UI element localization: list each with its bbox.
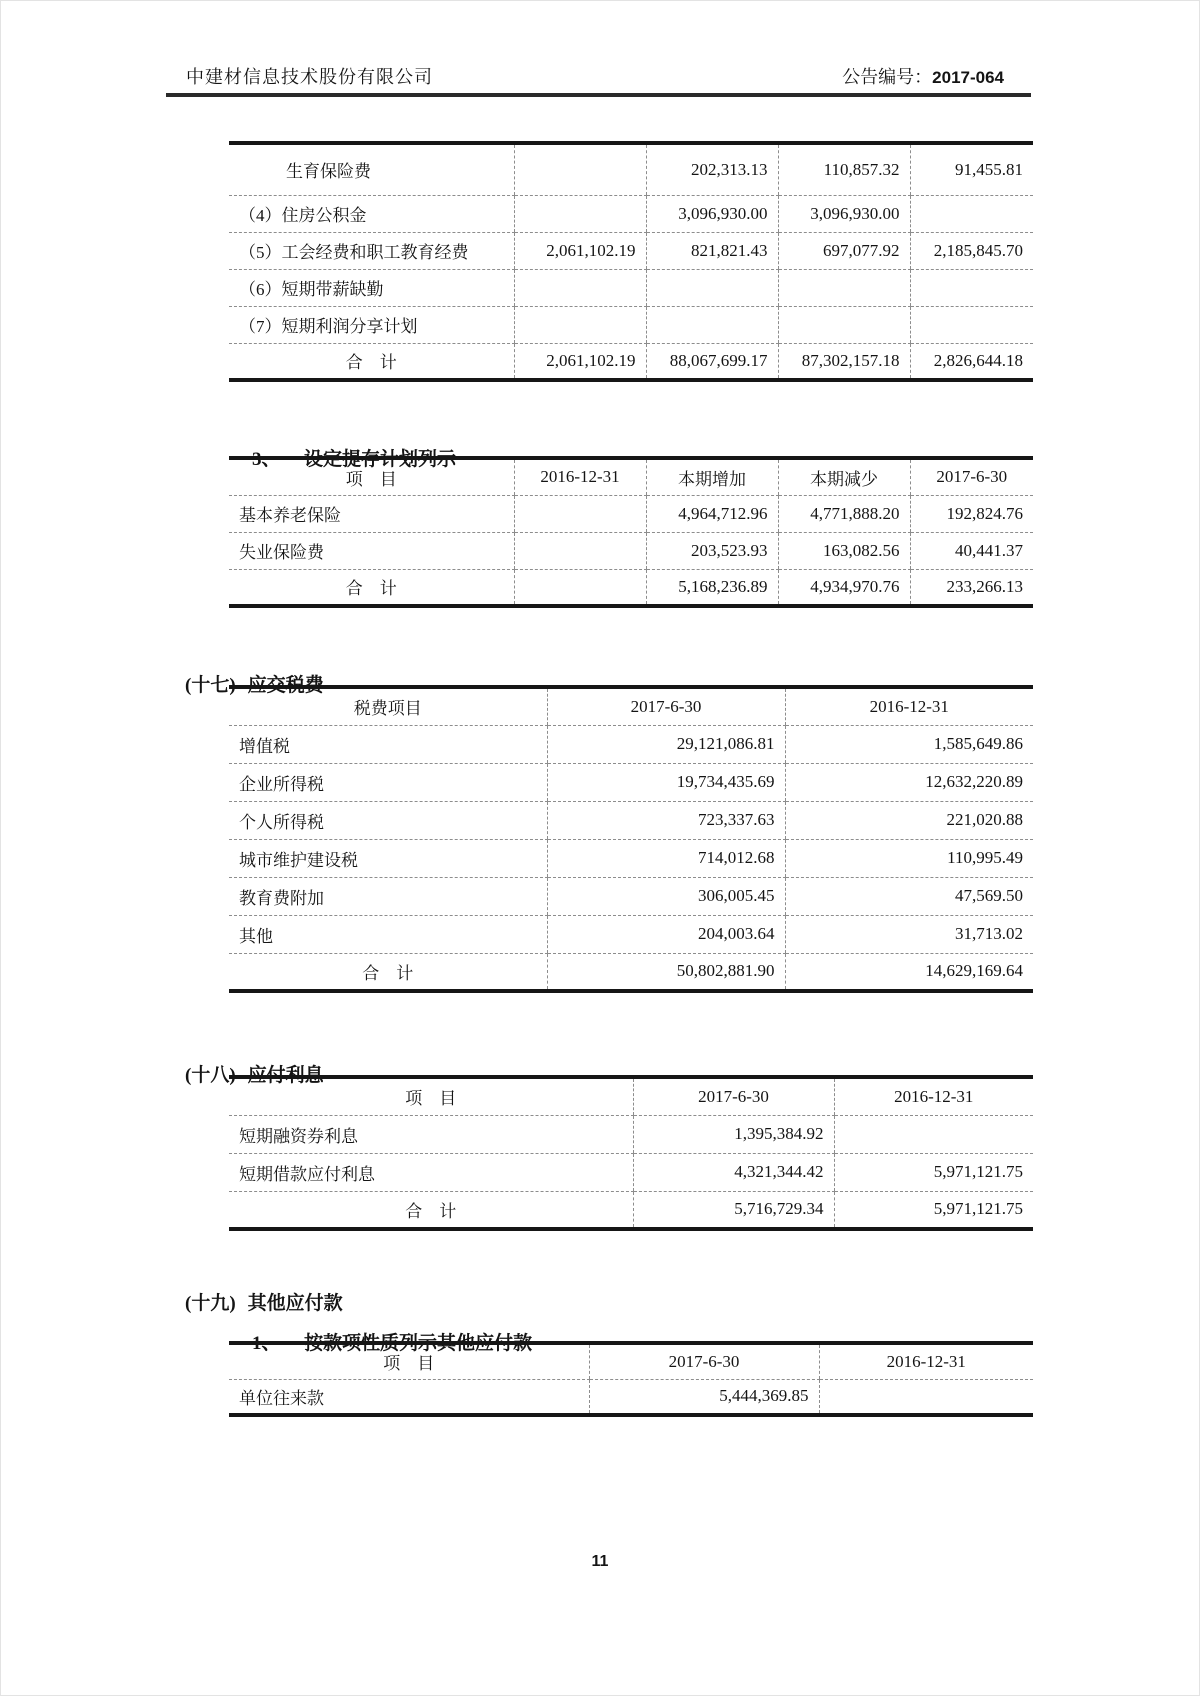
table-row [229,232,1033,269]
header-row [229,458,1033,495]
cell-value [514,143,646,195]
column-header: 项 目 [229,1077,633,1115]
taxes-payable-table [229,685,1033,993]
document-header [186,63,1004,89]
row-label: 短期借款应付利息 [229,1153,633,1191]
cell-value: 3,096,930.00 [778,195,910,232]
total-row [229,343,1033,380]
total-row [229,569,1033,606]
total-row [229,953,1033,991]
column-header: 税费项目 [229,687,547,725]
row-label: （5）工会经费和职工教育经费 [229,232,514,269]
column-header: 2016-12-31 [834,1077,1033,1115]
row-label: （6）短期带薪缺勤 [229,269,514,306]
row-label: 企业所得税 [229,763,547,801]
cell-value: 2,061,102.19 [514,232,646,269]
column-header: 2017-6-30 [589,1343,819,1379]
header-row [229,1343,1033,1379]
cell-value [910,269,1033,306]
header-row [229,1077,1033,1115]
table-row [229,306,1033,343]
row-label: 其他 [229,915,547,953]
cell-value: 1,395,384.92 [633,1115,834,1153]
table-row [229,877,1033,915]
cell-value: 163,082.56 [778,532,910,569]
table-row [229,195,1033,232]
cell-value: 110,857.32 [778,143,910,195]
announcement-label: 公告编号： [842,67,933,87]
cell-value [819,1379,1033,1415]
cell-value [646,306,778,343]
cell-value [514,269,646,306]
cell-value: 4,771,888.20 [778,495,910,532]
cell-value [834,1115,1033,1153]
table-row [229,725,1033,763]
cell-value: 192,824.76 [910,495,1033,532]
subsection-number: 1、 [252,1333,281,1354]
cell-value: 40,441.37 [910,532,1033,569]
cell-value: 31,713.02 [785,915,1033,953]
cell-value: 50,802,881.90 [547,953,785,991]
subsection-number: 3、 [252,449,281,470]
cell-value [910,306,1033,343]
employee-benefits-table [229,141,1033,382]
cell-value: 91,455.81 [910,143,1033,195]
row-label: 合 计 [345,579,397,599]
table-row [229,801,1033,839]
header-divider [166,93,1031,97]
announcement-value: 2017-064 [932,68,1004,87]
cell-value: 2,185,845.70 [910,232,1033,269]
interest-payable-table [229,1075,1033,1231]
column-header: 2017-6-30 [910,458,1033,495]
section-title: 其他应付款 [247,1293,343,1314]
row-label: 基本养老保险 [229,495,514,532]
cell-value: 202,313.13 [646,143,778,195]
cell-value: 3,096,930.00 [646,195,778,232]
row-label: 短期融资券利息 [229,1115,633,1153]
table-row [229,1379,1033,1415]
cell-value: 5,168,236.89 [646,569,778,606]
section-number: (十八) [185,1065,236,1086]
cell-value [778,306,910,343]
cell-value: 88,067,699.17 [646,343,778,380]
column-header: 2016-12-31 [819,1343,1033,1379]
row-label: 失业保险费 [229,532,514,569]
cell-value [514,532,646,569]
section-number: (十七) [185,675,236,696]
row-label: 城市维护建设税 [229,839,547,877]
column-header: 2016-12-31 [785,687,1033,725]
cell-value: 47,569.50 [785,877,1033,915]
table-row [229,1115,1033,1153]
table-row [229,143,1033,195]
header-row [229,687,1033,725]
section-number: (十九) [185,1293,236,1314]
row-label: 生育保险费 [229,143,514,195]
column-header: 2017-6-30 [633,1077,834,1115]
cell-value: 12,632,220.89 [785,763,1033,801]
cell-value [514,495,646,532]
other-payables-table [229,1341,1033,1417]
table-row [229,839,1033,877]
cell-value [514,569,646,606]
cell-value [514,306,646,343]
cell-value: 233,266.13 [910,569,1033,606]
cell-value [778,269,910,306]
subsection-title: 设定提存计划列示 [304,449,457,470]
column-header: 2016-12-31 [514,458,646,495]
row-label: （7）短期利润分享计划 [229,306,514,343]
defined-contribution-table [229,456,1033,608]
row-label: 合 计 [345,353,397,373]
cell-value: 204,003.64 [547,915,785,953]
column-header: 项 目 [229,1343,589,1379]
total-row [229,1191,1033,1229]
company-name: 中建材信息技术股份有限公司 [186,67,433,87]
cell-value: 2,061,102.19 [514,343,646,380]
subsection-title: 按款项性质列示其他应付款 [304,1333,533,1354]
cell-value [514,195,646,232]
column-header: 2017-6-30 [547,687,785,725]
table-row [229,269,1033,306]
row-label: 合 计 [362,963,414,983]
table-row [229,1153,1033,1191]
column-header: 项 目 [229,458,514,495]
cell-value: 4,964,712.96 [646,495,778,532]
row-label: 增值税 [229,725,547,763]
cell-value: 2,826,644.18 [910,343,1033,380]
announcement-number [842,63,1004,89]
cell-value: 5,971,121.75 [834,1191,1033,1229]
cell-value: 5,716,729.34 [633,1191,834,1229]
cell-value: 306,005.45 [547,877,785,915]
cell-value: 4,934,970.76 [778,569,910,606]
cell-value: 5,444,369.85 [589,1379,819,1415]
row-label: 教育费附加 [229,877,547,915]
cell-value [646,269,778,306]
cell-value: 14,629,169.64 [785,953,1033,991]
cell-value: 203,523.93 [646,532,778,569]
cell-value: 19,734,435.69 [547,763,785,801]
cell-value [910,195,1033,232]
cell-value: 5,971,121.75 [834,1153,1033,1191]
cell-value: 87,302,157.18 [778,343,910,380]
table-row [229,763,1033,801]
cell-value: 723,337.63 [547,801,785,839]
column-header: 本期减少 [778,458,910,495]
cell-value: 29,121,086.81 [547,725,785,763]
section-title: 应交税费 [247,675,324,696]
table-row [229,915,1033,953]
section-title: 应付利息 [247,1065,324,1086]
cell-value: 221,020.88 [785,801,1033,839]
table-row [229,532,1033,569]
column-header: 本期增加 [646,458,778,495]
cell-value: 110,995.49 [785,839,1033,877]
row-label: 合 计 [405,1201,457,1221]
row-label: 单位往来款 [239,1388,324,1408]
cell-value: 697,077.92 [778,232,910,269]
table-row [229,495,1033,532]
cell-value: 4,321,344.42 [633,1153,834,1191]
row-label: （4）住房公积金 [229,195,514,232]
cell-value: 714,012.68 [547,839,785,877]
row-label: 个人所得税 [229,801,547,839]
page-number: 11 [591,1553,609,1570]
cell-value: 821,821.43 [646,232,778,269]
cell-value: 1,585,649.86 [785,725,1033,763]
